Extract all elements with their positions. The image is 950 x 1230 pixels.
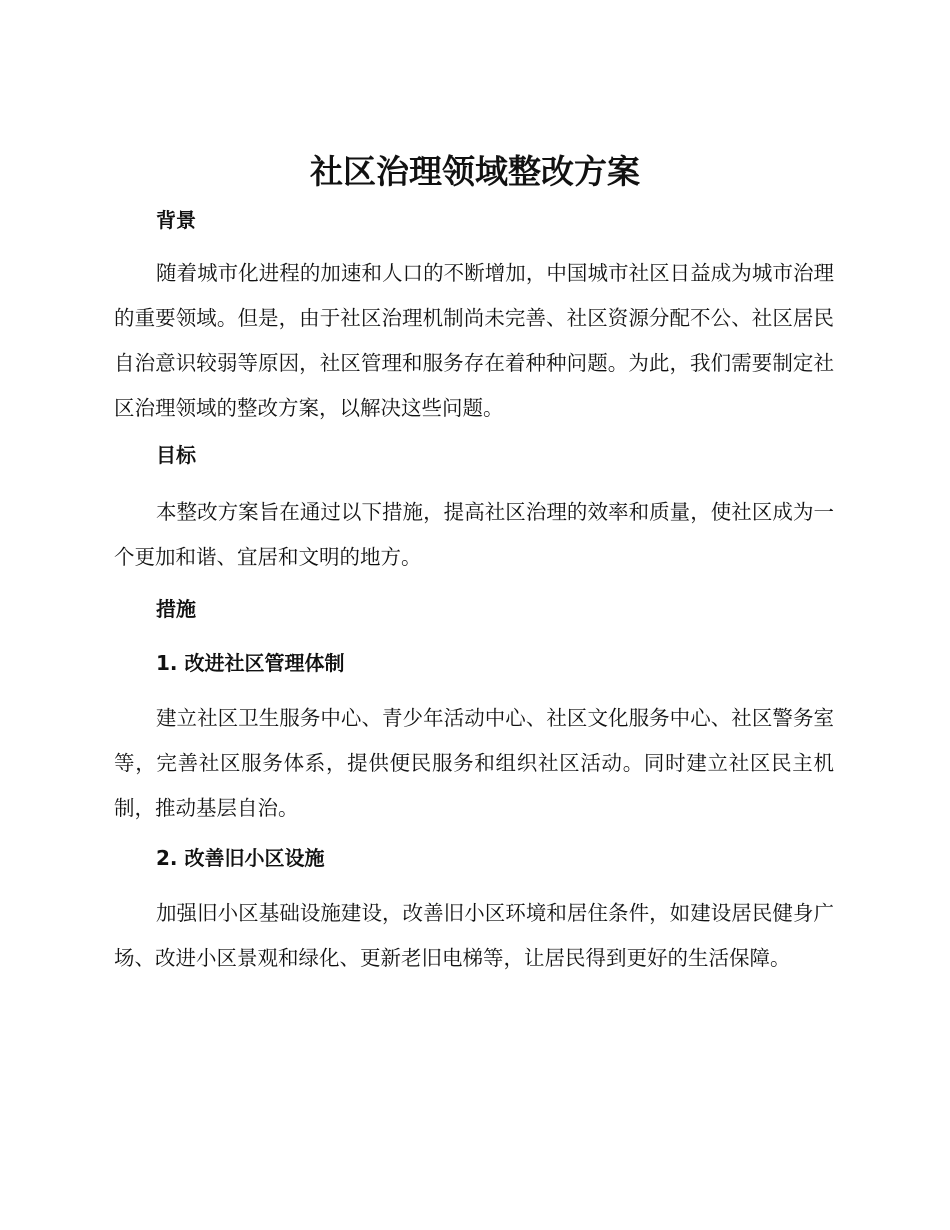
section-heading-measures: 措施: [156, 597, 196, 621]
measure-2-heading: 2. 改善旧小区设施: [156, 846, 325, 870]
background-paragraph: 随着城市化进程的加速和人口的不断增加，中国城市社区日益成为城市治理的重要领域。但是，由于社区治理机制尚未完善、社区资源分配不公、社区居民自治意识较弱等原因，社区管理和服务存在着种种问题。为此，我们需要制定社区治理领域的整改方案，以解决这些问题。: [114, 261, 834, 420]
measure-1-paragraph: 建立社区卫生服务中心、青少年活动中心、社区文化服务中心、社区警务室等，完善社区服务体系，提供便民服务和组织社区活动。同时建立社区民主机制，推动基层自治。: [114, 706, 834, 820]
measure-1-heading: 1. 改进社区管理体制: [156, 651, 345, 675]
measure-2-paragraph: 加强旧小区基础设施建设，改善旧小区环境和居住条件，如建设居民健身广场、改进小区景观和绿化、更新老旧电梯等，让居民得到更好的生活保障。: [114, 901, 834, 970]
section-heading-background: 背景: [156, 208, 196, 232]
section-heading-goal: 目标: [156, 443, 196, 467]
document-title: 社区治理领域整改方案: [310, 152, 640, 191]
goal-paragraph: 本整改方案旨在通过以下措施，提高社区治理的效率和质量，使社区成为一个更加和谐、宜居和文明的地方。: [114, 500, 834, 569]
